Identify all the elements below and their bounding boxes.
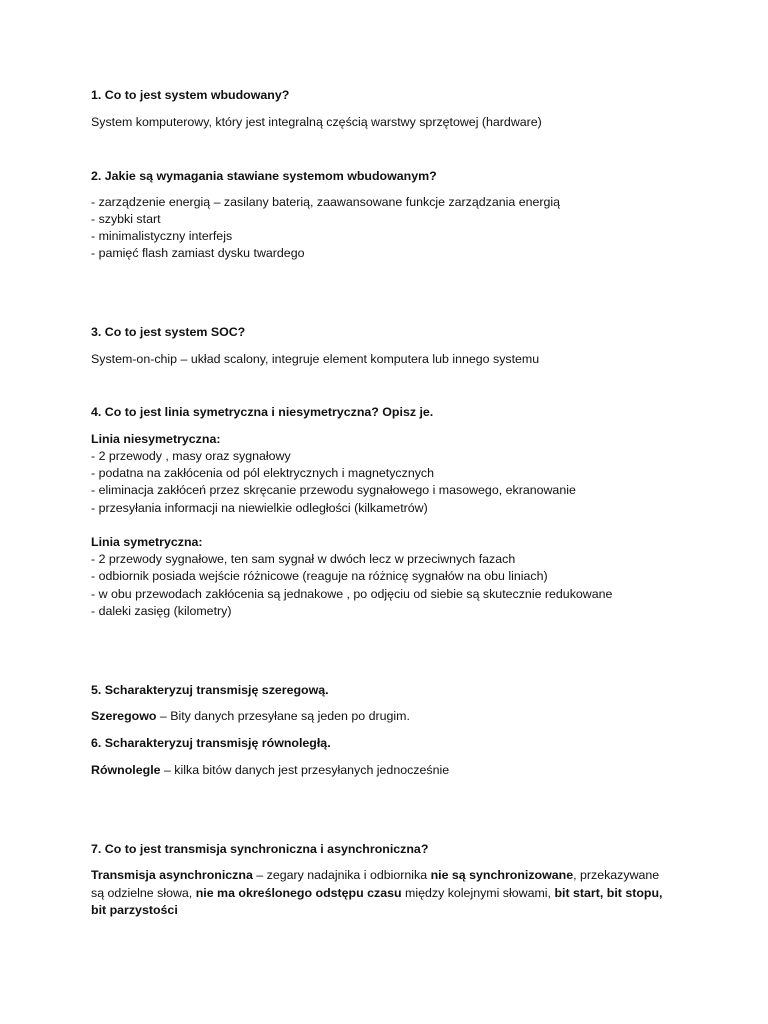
list-item: - 2 przewody , masy oraz sygnałowy (91, 449, 291, 463)
answer-text: są odzielne słowa, (91, 886, 196, 900)
list-item: - odbiornik posiada wejście różnicowe (reaguje na różnicę sygnałów na obu liniach) (91, 569, 548, 583)
answer-text: , przekazywane (573, 868, 660, 882)
question-4-title: 4. Co to jest linia symetryczna i niesymetryczna? Opisz je. (91, 405, 434, 419)
answer-text: między kolejnymi słowami, (401, 886, 555, 900)
list-item: - szybki start (91, 212, 161, 226)
list-item: - minimalistyczny interfejs (91, 229, 233, 243)
question-7-answer-line-2 (91, 885, 663, 902)
question-7-answer-line-1 (91, 867, 659, 884)
question-7-answer-line-3: bit parzystości (91, 903, 178, 917)
question-3-answer: System-on-chip – układ scalony, integruje element komputera lub innego systemu (91, 352, 540, 366)
list-item: - daleki zasięg (kilometry) (91, 604, 232, 618)
term-async: Transmisja asynchroniczna (91, 868, 253, 882)
question-7-title: 7. Co to jest transmisja synchroniczna i asynchroniczna? (91, 842, 429, 856)
question-2-title: 2. Jakie są wymagania stawiane systemom wbudowanym? (91, 169, 437, 183)
question-6-answer (91, 762, 449, 779)
unbalanced-line-heading: Linia niesymetryczna: (91, 432, 221, 446)
answer-text: – Bity danych przesyłane są jeden po drugim. (156, 709, 410, 723)
answer-bold: bit start, bit stopu, (554, 886, 663, 900)
list-item: - 2 przewody sygnałowe, ten sam sygnał w dwóch lecz w przeciwnych fazach (91, 552, 516, 566)
question-5-answer (91, 708, 410, 725)
list-item: - eliminacja zakłóceń przez skręcanie przewodu sygnałowego i masowego, ekranowanie (91, 483, 576, 497)
question-5-title: 5. Scharakteryzuj transmisję szeregową. (91, 683, 329, 697)
balanced-line-heading: Linia symetryczna: (91, 535, 203, 549)
term-parallel: Równolegle (91, 763, 161, 777)
term-serial: Szeregowo (91, 709, 157, 723)
list-item: - podatna na zakłócenia od pól elektrycznych i magnetycznych (91, 466, 434, 480)
list-item: - przesyłania informacji na niewielkie odległości (kilkametrów) (91, 501, 428, 515)
answer-text: – zegary nadajnika i odbiornika (252, 868, 431, 882)
question-3-title: 3. Co to jest system SOC? (91, 325, 246, 339)
list-item: - w obu przewodach zakłócenia są jednakowe , po odjęciu od siebie są skutecznie redukowane (91, 587, 613, 601)
answer-bold: nie są synchronizowane (430, 868, 574, 882)
answer-text: – kilka bitów danych jest przesyłanych jednocześnie (160, 763, 450, 777)
list-item: - zarządzenie energią – zasilany baterią, zaawansowane funkcje zarządzania energią (91, 195, 561, 209)
list-item: - pamięć flash zamiast dysku twardego (91, 246, 305, 260)
answer-bold: nie ma określonego odstępu czasu (195, 886, 402, 900)
question-1-title: 1. Co to jest system wbudowany? (91, 88, 290, 102)
question-1-answer: System komputerowy, który jest integralną częścią warstwy sprzętowej (hardware) (91, 115, 542, 129)
question-6-title: 6. Scharakteryzuj transmisję równoległą. (91, 736, 331, 750)
